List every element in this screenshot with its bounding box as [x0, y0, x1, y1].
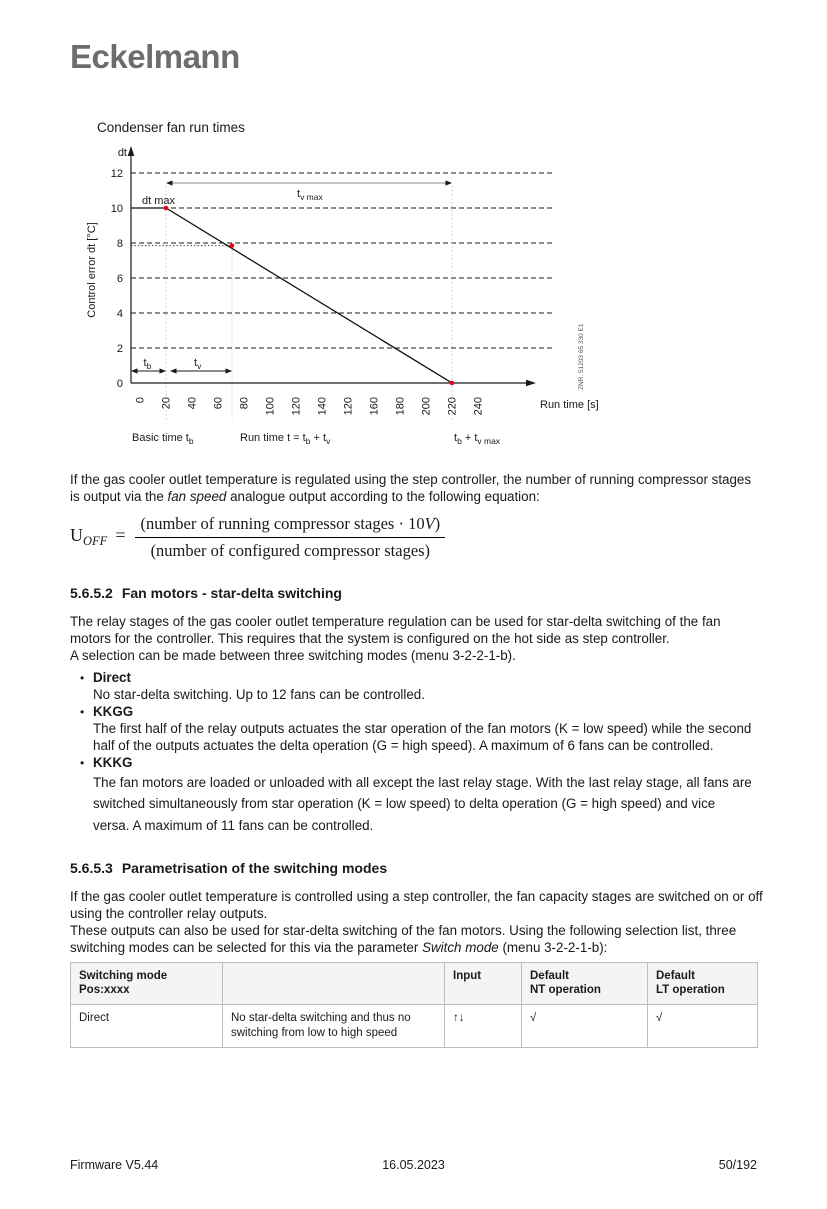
arrowhead — [170, 368, 177, 373]
y-axis-title: Control error dt [°C] — [86, 222, 98, 318]
switching-mode-table — [70, 962, 758, 1049]
section-title: Fan motors - star-delta switching — [121, 584, 342, 601]
x-tick-label: 80 — [238, 397, 251, 410]
x-tick-label: 200 — [420, 397, 433, 416]
arrowhead — [446, 180, 453, 185]
y-tick-label: 10 — [110, 202, 123, 215]
section-5652-paragraph — [70, 614, 764, 665]
y-tick-label: 2 — [116, 342, 123, 355]
header-default-nt — [522, 962, 648, 1005]
data-point — [450, 381, 455, 386]
bullet-icon: • — [80, 705, 85, 720]
intro-paragraph — [70, 472, 764, 506]
page-footer — [70, 1158, 757, 1172]
x-tick-label: 240 — [472, 397, 485, 416]
document-page — [0, 40, 827, 1048]
bullet-term: KKGG — [93, 704, 134, 720]
header-default-lt — [648, 962, 758, 1005]
y-tick-label: 0 — [116, 377, 123, 390]
numerator-text: (number of running compressor stages · 10 — [140, 513, 425, 533]
drawing-number-note: ZNR. 51203 65 330 E1 — [578, 323, 585, 390]
cell-input: ↑↓ — [445, 1005, 522, 1048]
numerator-close: ) — [434, 513, 441, 533]
x-tick-label: 120 — [342, 397, 355, 416]
x-tick-label: 60 — [212, 397, 225, 410]
footer-page-number: 50/192 — [718, 1158, 757, 1172]
section-5653-paragraph — [70, 889, 764, 957]
control-error-line — [131, 208, 452, 383]
list-item-body — [93, 704, 757, 755]
arrowhead — [160, 368, 167, 373]
tv-label: $t_v$ — [194, 357, 202, 371]
tb-label: $t_b$ — [143, 357, 152, 371]
list-item — [70, 704, 757, 755]
paragraph-line: If the gas cooler outlet temperature is controlled using a step controller, the fan capacity stages are switched on or off using the controller relay outputs. — [70, 889, 763, 921]
chart-canvas — [79, 138, 679, 450]
x-tick-label: 160 — [368, 397, 381, 416]
header-text: Input — [453, 969, 482, 982]
intro-text-before: If the gas cooler outlet temperature is regulated using the step controller, the number of running compressor stages is output via the — [70, 472, 752, 504]
arrowhead — [226, 368, 233, 373]
paragraph-line — [70, 923, 764, 957]
eckelmann-logo: Eckelmann — [70, 38, 240, 75]
x-tick-label: 140 — [316, 397, 329, 416]
y-tick-label: 6 — [116, 272, 123, 285]
dt-max-label: dt max — [142, 195, 176, 207]
tv-max-label: $t_{v max}$ — [297, 188, 323, 202]
cell-description: No star-delta switching and thus no switching from low to high speed — [223, 1005, 445, 1048]
header-description — [223, 962, 445, 1005]
y-tick-label: 4 — [116, 307, 123, 320]
header-text: LT operation — [656, 984, 725, 997]
switch-mode-italic: Switch mode — [422, 939, 499, 955]
bullet-desc: The first half of the relay outputs actuates the star operation of the fan motors (K = low speed) while the second half of the outputs actuates the delta operation (G = high speed). A maximum of 6 fans can be controlled. — [93, 721, 752, 754]
arrowhead — [131, 368, 138, 373]
intro-italic-fan-speed: fan speed — [167, 488, 227, 504]
x-tick-label: 120 — [290, 397, 303, 416]
header-input — [445, 962, 522, 1005]
cell-mode: Direct — [71, 1005, 223, 1048]
footer-date: 16.05.2023 — [382, 1158, 445, 1172]
list-item — [70, 670, 757, 704]
header-text: Default — [530, 969, 569, 982]
paragraph-text: These outputs can also be used for star-delta switching of the fan motors. Using the following selection list, three switching modes can be selected for this via the parameter — [70, 922, 737, 955]
formula-denominator: (number of configured compressor stages) — [150, 540, 431, 560]
header-switching-mode — [71, 962, 223, 1005]
formula-fraction — [135, 514, 445, 561]
header-text: NT operation — [530, 984, 601, 997]
bullet-desc: No star-delta switching. Up to 12 fans can be controlled. — [93, 687, 425, 703]
x-tick-label: 100 — [264, 397, 277, 416]
x-axis-title: Run time [s] — [540, 399, 599, 411]
intro-text-after: analogue output according to the following equation: — [226, 488, 540, 504]
x-axis-arrow — [526, 380, 536, 387]
bullet-term: Direct — [93, 670, 131, 686]
x-tick-label: 220 — [446, 397, 459, 416]
bullet-term: KKKG — [93, 754, 133, 770]
bullet-icon: • — [80, 755, 85, 770]
switching-modes-list — [70, 670, 757, 836]
list-item-body — [93, 670, 757, 704]
condenser-fan-chart — [70, 120, 757, 450]
y-tick-label: 8 — [116, 237, 123, 250]
y-tick-label: 12 — [110, 167, 123, 180]
bullet-icon: • — [80, 671, 85, 686]
list-item-body — [93, 755, 757, 836]
header-text — [453, 983, 513, 984]
formula-u: U — [70, 525, 83, 546]
header-text: Default — [656, 969, 695, 982]
y-axis-symbol: dt — [117, 147, 127, 159]
end-time-label: $t_b + t_{v max}$ — [454, 432, 501, 446]
table-row — [71, 1005, 758, 1048]
list-item — [70, 755, 757, 836]
x-tick-label: 40 — [186, 397, 199, 410]
header-text — [231, 970, 436, 971]
data-point — [230, 243, 235, 248]
header-text: Switching mode Pos:xxxx — [79, 969, 168, 997]
cell-default-nt: √ — [522, 1005, 648, 1048]
formula-lhs — [70, 525, 135, 549]
run-time-label: Run time $t = t_b + t_v$ — [240, 432, 331, 446]
cell-default-lt: √ — [648, 1005, 758, 1048]
formula-equals: = — [115, 525, 126, 546]
section-heading-5653 — [70, 860, 757, 876]
section-title: Parametrisation of the switching modes — [121, 860, 388, 877]
y-axis-arrow — [128, 146, 135, 156]
bullet-desc: The fan motors are loaded or unloaded with all except the last relay stage. With the last relay stage, all fans are switched simultaneously from star operation (K = low speed) to delta operation (G = high speed) and vice versa. A maximum of 11 fans can be controlled. — [93, 774, 752, 833]
uoff-formula — [70, 514, 757, 561]
table-header-row — [71, 962, 758, 1005]
numerator-variable: V — [424, 513, 435, 533]
section-number: 5.6.5.3 — [70, 860, 113, 877]
section-heading-5652 — [70, 585, 757, 601]
basic-time-label: Basic time $t_b$ — [132, 432, 194, 446]
paragraph-line: A selection can be made between three switching modes (menu 3-2-2-1-b). — [70, 647, 516, 663]
header-text — [79, 997, 214, 998]
formula-subscript: OFF — [83, 534, 108, 549]
x-tick-label: 20 — [160, 397, 173, 410]
paragraph-line: The relay stages of the gas cooler outlet temperature regulation can be used for star-delta switching of the fan motors for the controller. This requires that the system is configured on the hot side as step controller. — [70, 613, 721, 646]
arrowhead — [166, 180, 173, 185]
x-tick-label: 180 — [394, 397, 407, 416]
chart-title: Condenser fan run times — [97, 120, 245, 135]
footer-firmware-version: Firmware V5.44 — [70, 1158, 159, 1172]
paragraph-text: (menu 3-2-2-1-b): — [498, 939, 608, 955]
x-tick-label: 0 — [134, 397, 147, 404]
formula-numerator — [135, 514, 445, 538]
section-number: 5.6.5.2 — [70, 584, 113, 601]
